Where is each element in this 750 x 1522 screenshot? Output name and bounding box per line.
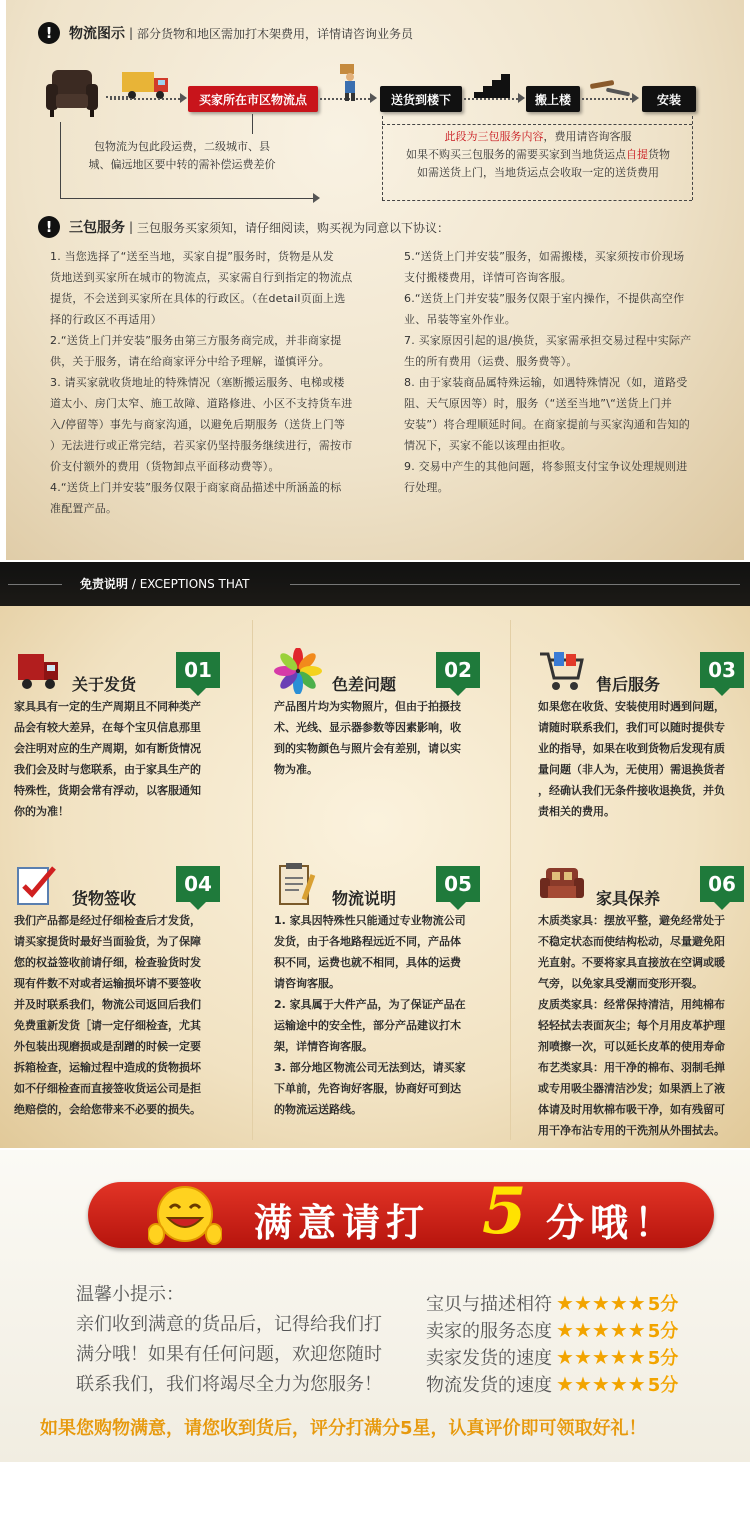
star-icon: ★ <box>591 1372 610 1396</box>
tip-line: 亲们收到满意的货品后，记得给我们打 <box>76 1314 382 1335</box>
card-text-line: 1. 家具因特殊性只能通过专业物流公司 <box>274 914 466 927</box>
service-term-line: 准配置产品。 <box>50 502 118 515</box>
card-text-line: 的物流运送路线。 <box>274 1103 362 1116</box>
footer-note: 如果您购物满意，请您收到货后，评分打满分5星，认真评价即可领取好礼！ <box>40 1418 647 1439</box>
rating-banner: 满意请打 5 分哦！ <box>88 1182 714 1248</box>
card-text-line: 如不仔细检查而直接签收货运公司是拒 <box>14 1082 201 1095</box>
smiley-icon <box>148 1180 222 1250</box>
porter-icon <box>336 62 364 102</box>
card-text-line: ，经确认我们无条件接收退换货，并负 <box>538 784 725 797</box>
exceptions-banner <box>0 562 750 606</box>
card-text-line: 产品图片均为实物照片，但由于拍摄技 <box>274 700 461 713</box>
card-text-line: 业的指导，如果在收到货物后发现有质 <box>538 742 725 755</box>
star-icon: ★ <box>573 1345 592 1369</box>
service-term-line: 货地送到买家所在城市的物流点，买家需自行到指定的物流点 <box>50 271 353 284</box>
card-text-line: 体请及时用软棉布吸干净，如有残留可 <box>538 1103 725 1116</box>
card-text-line: 用干净布沾专用的干洗剂从外围拭去。 <box>538 1124 725 1137</box>
card-number-badge: 05 <box>436 866 480 902</box>
sofa-icon <box>538 862 586 908</box>
card-text-line: 气旁，以免家具受潮而变形开裂。 <box>538 977 703 990</box>
service-term-line: 安装”）将合理顺延时间。在商家提前与买家沟通和告知的 <box>404 418 690 431</box>
card-text-line: 拆箱检查，运输过程中造成的货物损坏 <box>14 1061 201 1074</box>
service-term-line: 行处理。 <box>404 481 449 494</box>
service-header: ! 三包服务 | 三包服务买家须知，请仔细阅读，购买视为同意以下协议： <box>38 216 449 238</box>
card-text-line: 责相关的费用。 <box>538 805 615 818</box>
star-icon: ★ <box>556 1318 574 1342</box>
card-text <box>538 910 750 1141</box>
exclamation-icon: ! <box>38 22 60 44</box>
star-icon: ★ <box>556 1291 574 1315</box>
rating-score: 5分 <box>647 1375 679 1396</box>
card-text <box>538 696 750 822</box>
service-term-line: 4.“送货上门并安装”服务仅限于商家商品描述中所涵盖的标 <box>50 481 342 494</box>
checkmark-icon <box>14 862 62 908</box>
banner-title: 免责说明 <box>80 577 129 591</box>
step-installation: 安装 <box>642 86 696 112</box>
card-text-line: 您的权益签收前请仔细，检查验货时发 <box>14 956 201 969</box>
star-icon: ★ <box>627 1318 646 1342</box>
service-term-line: 支付搬楼费用，详情可咨询客服。 <box>404 271 572 284</box>
card-text-line: 如果您在收货、安装使用时遇到问题， <box>538 700 725 713</box>
shopping-cart-icon <box>538 648 586 694</box>
star-icon: ★ <box>609 1372 628 1396</box>
banner-subtitle: / EXCEPTIONS THAT <box>131 577 250 591</box>
card-text-line: 免费重新发货［请一定仔细检查，尤其 <box>14 1019 201 1032</box>
step-carry-upstairs: 搬上楼 <box>526 86 580 112</box>
star-icon: ★ <box>573 1372 592 1396</box>
card-text-line: 运输途中的安全性，部分产品建议打木 <box>274 1019 461 1032</box>
card-text-line: 发货，由于各地路程远近不同，产品体 <box>274 935 461 948</box>
card-text-line: 3. 部分地区物流公司无法到达，请买家 <box>274 1061 466 1074</box>
card-text-line: 皮质类家具：经常保持清洁，用纯棉布 <box>538 998 725 1011</box>
card-text-line: 或专用吸尘器清洁沙发；如果洒上了液 <box>538 1082 725 1095</box>
star-rating <box>556 1293 646 1313</box>
card-number-badge: 06 <box>700 866 744 902</box>
service-term-line: 阻、天气原因等）时，服务（“送至当地”\“送货上门并 <box>404 397 673 410</box>
sofa-icon <box>44 68 100 118</box>
star-icon: ★ <box>591 1291 610 1315</box>
card-number-badge: 03 <box>700 652 744 688</box>
card-text <box>14 910 240 1120</box>
service-term-line: 生的所有费用（运费、服务费等）。 <box>404 355 578 368</box>
rating-score: 5分 <box>647 1294 679 1315</box>
service-title: 三包服务 <box>69 220 125 236</box>
card-text-line: 剂喷擦一次，可以延长皮革的使用寿命 <box>538 1040 725 1053</box>
truck-icon <box>14 648 62 694</box>
tip-line: 满分哦！如果有任何问题，欢迎您随时 <box>76 1344 382 1365</box>
stairs-icon <box>474 74 510 98</box>
service-terms-right <box>404 246 744 498</box>
card-text-line: 布艺类家具：用干净的棉布、羽制毛掸 <box>538 1061 725 1074</box>
star-rating <box>556 1320 646 1340</box>
card-text-line: 物为准。 <box>274 763 318 776</box>
star-rating <box>556 1347 646 1367</box>
rating-score: 5分 <box>647 1348 679 1369</box>
card-text-line: 下单前，先咨询好客服，协商好可到达 <box>274 1082 461 1095</box>
card-text-line: 品会有较大差异，在每个宝贝信息那里 <box>14 721 201 734</box>
card-text-line: 木质类家具：摆放平整，避免经常处于 <box>538 914 725 927</box>
tools-icon <box>588 78 632 100</box>
card-text-line: 家具具有一定的生产周期且不同种类产 <box>14 700 201 713</box>
card-text-line: 我们会及时与您联系，由于家具生产的 <box>14 763 201 776</box>
card-text-line: 请随时联系我们，我们可以随时提供专 <box>538 721 725 734</box>
truck-icon <box>120 68 172 102</box>
service-term-line: ）无法进行或正常完结，若买家仍坚持服务继续进行，需按市 <box>50 439 353 452</box>
card-title: 货物签收 <box>72 889 137 908</box>
card-text <box>274 696 500 780</box>
card-text-line: 绝赔偿的，会给您带来不必要的损失。 <box>14 1103 201 1116</box>
rating-row <box>426 1344 678 1370</box>
service-term-line: 8. 由于家装商品属特殊运输，如遇特殊情况（如，道路受 <box>404 376 688 389</box>
left-freight-note: 包物流为包此段运费，二级城市、县 城、偏远地区要中转的需补偿运费差价 <box>88 140 276 171</box>
star-icon: ★ <box>627 1372 646 1396</box>
card-text-line: 请买家提货时最好当面验货，为了保障 <box>14 935 201 948</box>
card-number-badge: 01 <box>176 652 220 688</box>
service-term-line: 业、吊装等室外作业。 <box>404 313 516 326</box>
service-terms-left <box>50 246 390 519</box>
star-icon: ★ <box>573 1291 592 1315</box>
card-title: 色差问题 <box>332 675 397 694</box>
service-term-line: 入/停留等）事先与商家沟通，以避免后期服务（送货上门等 <box>50 418 346 431</box>
service-term-line: 道太小、房门太窄、施工故障、道路修进、小区不支持货车进 <box>50 397 353 410</box>
service-term-line: 供，关于服务，请在给商家评分中给予理解，谨慎评分。 <box>50 355 330 368</box>
star-rating <box>556 1374 646 1394</box>
card-title: 售后服务 <box>596 675 661 694</box>
card-text-line: 你的为准！ <box>14 805 69 818</box>
card-text-line: 我们产品都是经过仔细检查后才发货， <box>14 914 201 927</box>
card-text <box>274 910 500 1120</box>
logistics-header: ! 物流图示 | 部分货物和地区需加打木架费用，详情请咨询业务员 <box>38 22 413 44</box>
card-title: 物流说明 <box>332 889 397 908</box>
star-icon: ★ <box>609 1345 628 1369</box>
rating-row <box>426 1317 678 1343</box>
step-local-logistics-point: 买家所在市区物流点 <box>188 86 318 112</box>
three-guarantee-note: 此段为三包服务内容，费用请咨询客服 如果不购买三包服务的需要买家到当地货运点自提货物 如需送货上门，当地货运点会收取一定的送货费用 <box>406 130 670 179</box>
rating-score: 5分 <box>647 1321 679 1342</box>
card-title: 关于发货 <box>72 675 137 694</box>
card-text-line: 特殊性，货期会常有浮动，以客服通知 <box>14 784 201 797</box>
card-text-line: 量问题（非人为，无使用）需退换货者 <box>538 763 725 776</box>
service-term-line: 5.“送货上门并安装”服务，如需搬楼，买家须按市价现场 <box>404 250 685 263</box>
card-title: 家具保养 <box>596 889 661 908</box>
service-term-line: 择的行政区不再适用） <box>50 313 162 326</box>
card-text-line: 到的实物颜色与照片会有差别，请以实 <box>274 742 461 755</box>
card-number-badge: 04 <box>176 866 220 902</box>
tip-line: 联系我们，我们将竭尽全力为您服务！ <box>76 1374 382 1395</box>
clipboard-icon <box>274 862 322 908</box>
card-text-line: 2. 家具属于大件产品，为了保证产品在 <box>274 998 466 1011</box>
card-number-badge: 02 <box>436 652 480 688</box>
rating-label: 卖家的服务态度 <box>426 1321 552 1342</box>
card-text-line: 不稳定状态而使结构松动，尽量避免阳 <box>538 935 725 948</box>
logistics-subtitle: 部分货物和地区需加打木架费用，详情请咨询业务员 <box>137 26 414 41</box>
rating-row <box>426 1371 678 1397</box>
star-icon: ★ <box>556 1372 574 1396</box>
star-icon: ★ <box>609 1318 628 1342</box>
service-term-line: 2.“送货上门并安装”服务由第三方服务商完成，并非商家提 <box>50 334 342 347</box>
rating-row <box>426 1290 678 1316</box>
service-term-line: 价支付额外的费用（货物卸点平面移动费等）。 <box>50 460 280 473</box>
exclamation-icon: ! <box>38 216 60 238</box>
card-text-line: 外包装出现磨损或是刮蹭的时候一定要 <box>14 1040 201 1053</box>
card-text-line: 现有件数不对或者运输损坏请不要签收 <box>14 977 201 990</box>
star-icon: ★ <box>591 1318 610 1342</box>
service-subtitle: 三包服务买家须知，请仔细阅读，购买视为同意以下协议： <box>137 220 450 235</box>
card-text-line: 会注明对应的生产周期，如有断货情况 <box>14 742 201 755</box>
service-term-line: 7. 买家原因引起的退/换货，买家需承担交易过程中实际产 <box>404 334 692 347</box>
star-icon: ★ <box>627 1345 646 1369</box>
rating-label: 卖家发货的速度 <box>426 1348 552 1369</box>
card-text-line: 请咨询客服。 <box>274 977 340 990</box>
service-term-line: 1. 当您选择了“送至当地，买家自提”服务时，货物是从发 <box>50 250 334 263</box>
step-deliver-downstairs: 送货到楼下 <box>380 86 462 112</box>
service-term-line: 3. 请买家就收货地址的特殊情况（塞断搬运服务、电梯或楼 <box>50 376 345 389</box>
star-icon: ★ <box>609 1291 628 1315</box>
card-text-line: 积不同，运费也就不相同，具体的运费 <box>274 956 461 969</box>
service-term-line: 提货，不会送到买家所在具体的行政区。（在detail页面上选 <box>50 292 346 305</box>
card-text-line: 架，详情咨询客服。 <box>274 1040 373 1053</box>
rating-label: 宝贝与描述相符 <box>426 1294 552 1315</box>
card-text-line: 轻轻拭去表面灰尘；每个月用皮革护理 <box>538 1019 725 1032</box>
card-text-line: 光直射。不要将家具直接放在空调或暖 <box>538 956 725 969</box>
star-icon: ★ <box>573 1318 592 1342</box>
service-term-line: 情况下，买家不能以该理由拒收。 <box>404 439 572 452</box>
service-term-line: 6.“送货上门并安装”服务仅限于室内操作，不提供高空作 <box>404 292 685 305</box>
star-icon: ★ <box>556 1345 574 1369</box>
color-palette-icon <box>274 648 322 694</box>
card-text-line: 并及时联系我们，物流公司返回后我们 <box>14 998 201 1011</box>
card-text-line: 术、光线、显示器参数等因素影响，收 <box>274 721 461 734</box>
tip-title: 温馨小提示： <box>76 1284 184 1305</box>
star-icon: ★ <box>627 1291 646 1315</box>
rating-label: 物流发货的速度 <box>426 1375 552 1396</box>
service-term-line: 9. 交易中产生的其他问题，将参照支付宝争议处理规则进 <box>404 460 688 473</box>
logistics-title: 物流图示 <box>69 26 125 42</box>
star-icon: ★ <box>591 1345 610 1369</box>
card-text <box>14 696 240 822</box>
